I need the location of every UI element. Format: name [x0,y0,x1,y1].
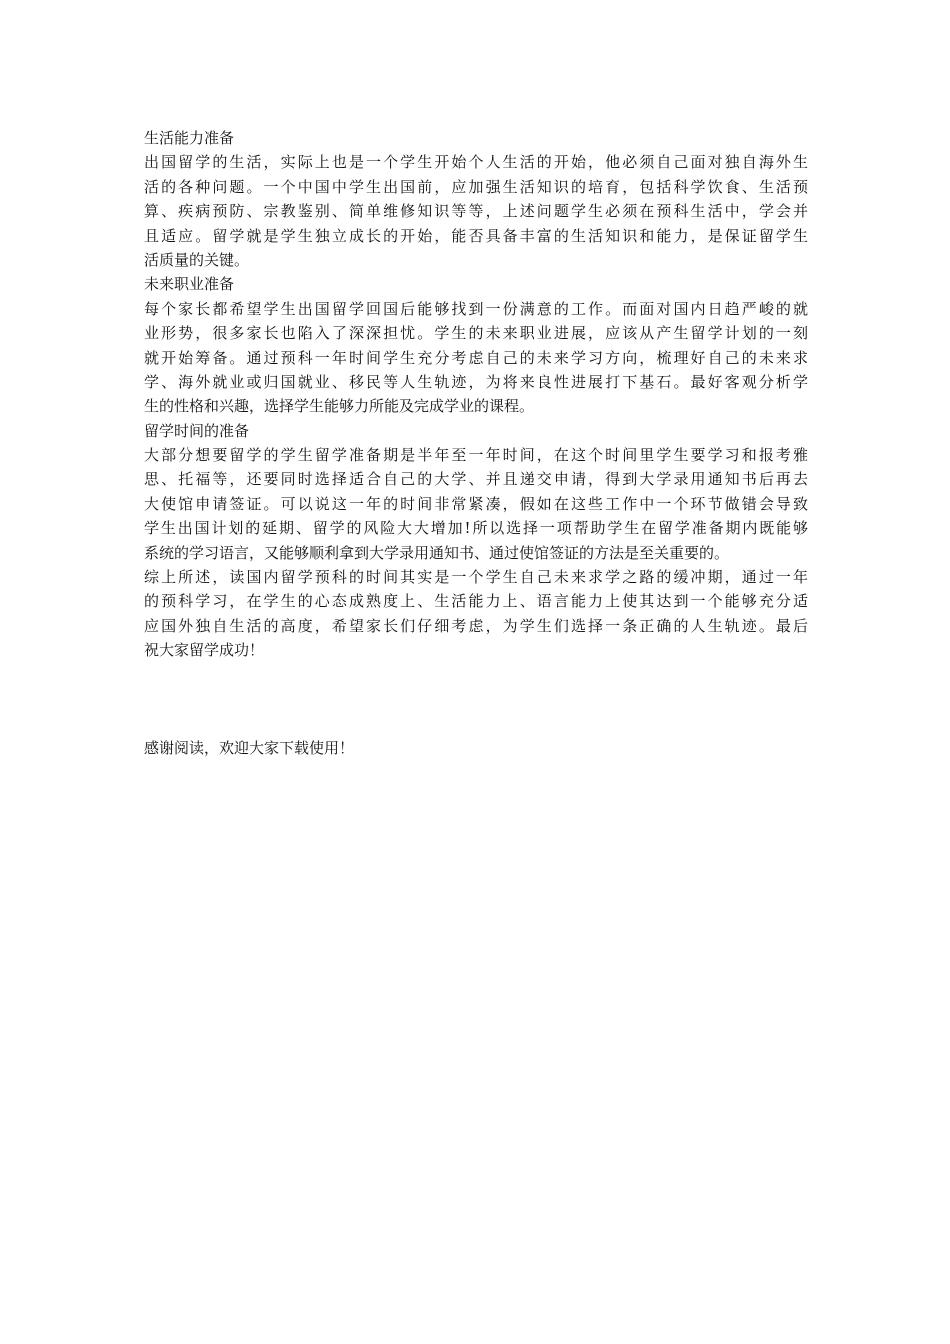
section-heading-life-skills: 生活能力准备 [144,129,235,147]
paragraph-line: 大部分想要留学的学生留学准备期是半年至一年时间，在这个时间里学生要学习和报考雅 [144,446,808,465]
conclusion-line: 祝大家留学成功！ [144,641,265,660]
paragraph-line: 学、海外就业或归国就业、移民等人生轨迹，为将来良性进展打下基石。最好客观分析学 [144,372,808,391]
paragraph-line: 系统的学习语言，又能够顺利拿到大学录用通知书、通过使馆签证的方法是至关重要的。 [144,543,730,562]
conclusion-line: 的预科学习，在学生的心态成熟度上、生活能力上、语言能力上使其达到一个能够充分适 [144,592,808,611]
conclusion-line: 综上所述，读国内留学预科的时间其实是一个学生自己未来求学之路的缓冲期，通过一年 [144,568,808,587]
paragraph-line: 大使馆申请签证。可以说这一年的时间非常紧凑，假如在这些工作中一个环节做错会导致 [144,494,808,513]
section-heading-career: 未来职业准备 [144,275,235,294]
paragraph-line: 思、托福等，还要同时选择适合自己的大学、并且递交申请，得到大学录用通知书后再去 [144,470,808,489]
closing-note: 感谢阅读，欢迎大家下载使用！ [144,738,355,757]
paragraph-line: 学生出国计划的延期、留学的风险大大增加!所以选择一项帮助学生在留学准备期内既能够 [144,519,808,538]
spacer [144,663,808,736]
paragraph-line: 每个家长都希望学生出国留学回国后能够找到一份满意的工作。而面对国内日趋严峻的就 [144,299,808,318]
paragraph-line: 业形势，很多家长也陷入了深深担忧。学生的未来职业进展，应该从产生留学计划的一刻 [144,324,808,343]
paragraph-line: 生的性格和兴趣，选择学生能够力所能及完成学业的课程。 [144,397,535,416]
paragraph-line: 活质量的关键。 [144,250,250,269]
paragraph-line: 且适应。留学就是学生独立成长的开始，能否具备丰富的生活知识和能力，是保证留学生 [144,226,808,245]
paragraph-line: 出国留学的生活，实际上也是一个学生开始个人生活的开始，他必须自己面对独自海外生 [144,153,808,172]
paragraph-line: 算、疾病预防、宗教鉴别、简单维修知识等等，上述问题学生必须在预科生活中，学会并 [144,202,808,221]
conclusion-line: 应国外独自生活的高度，希望家长们仔细考虑，为学生们选择一条正确的人生轨迹。最后 [144,616,808,635]
paragraph-line: 活的各种问题。一个中国中学生出国前，应加强生活知识的培育，包括科学饮食、生活预 [144,177,808,196]
paragraph-line: 就开始筹备。通过预科一年时间学生充分考虑自己的未来学习方向，梳理好自己的未来求 [144,348,808,367]
document-page [144,126,808,760]
section-heading-timeline: 留学时间的准备 [144,421,250,440]
